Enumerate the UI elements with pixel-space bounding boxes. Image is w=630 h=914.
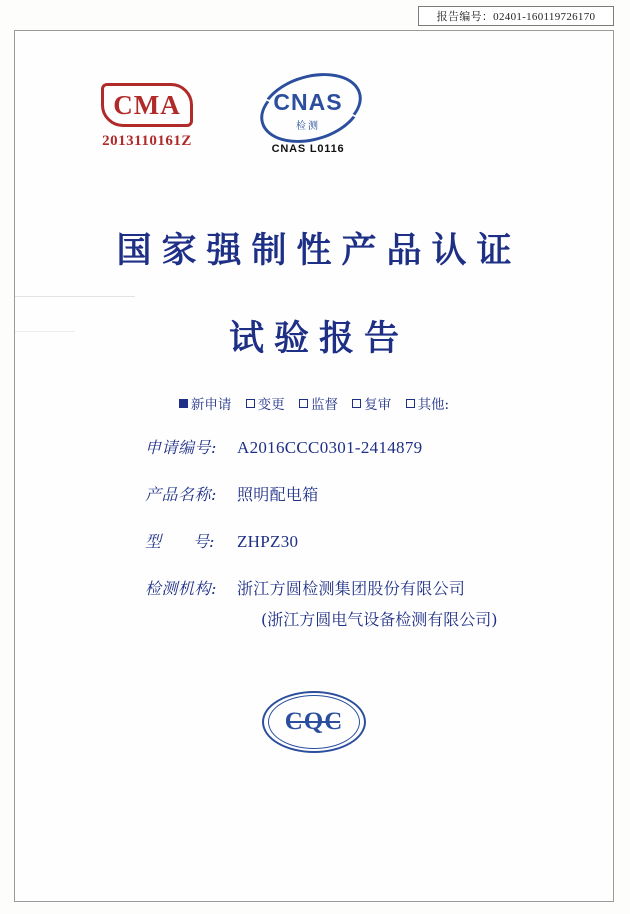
field-label-testing-organization: 检测机构: bbox=[145, 579, 217, 598]
cnas-badge-icon bbox=[253, 73, 363, 139]
field-product-name bbox=[15, 482, 613, 505]
field-label-model: 型 号: bbox=[145, 532, 215, 551]
cnas-subtext: 检测 bbox=[296, 121, 320, 132]
field-list bbox=[15, 435, 613, 654]
cnas-accreditation-code: CNAS L0116 bbox=[271, 143, 345, 155]
scan-artifact-line bbox=[15, 296, 135, 297]
cnas-logo bbox=[233, 73, 383, 155]
document-frame bbox=[14, 30, 614, 902]
application-type-label-review: 复审 bbox=[364, 397, 392, 413]
cma-letters: CMA bbox=[113, 89, 181, 120]
document-title-line1: 国家强制性产品认证 bbox=[116, 230, 522, 271]
logo-row bbox=[15, 73, 613, 193]
cqc-seal-icon bbox=[262, 691, 366, 753]
application-type-row bbox=[15, 393, 613, 413]
checkbox-icon-supervision[interactable] bbox=[299, 399, 308, 408]
checkbox-icon-change[interactable] bbox=[246, 399, 255, 408]
report-number-box bbox=[418, 6, 614, 26]
cnas-letters: CNAS bbox=[273, 89, 343, 115]
cqc-seal-container bbox=[15, 691, 613, 753]
field-testing-organization bbox=[15, 576, 613, 599]
document-title-line2: 试验报告 bbox=[228, 318, 409, 359]
field-model bbox=[15, 529, 613, 552]
field-value-application-number: A2016CCC0301-2414879 bbox=[237, 438, 423, 457]
cma-badge-icon bbox=[101, 83, 193, 127]
application-type-label-supervision: 监督 bbox=[310, 397, 338, 413]
cma-number: 2013110161Z bbox=[102, 133, 192, 149]
field-label-application-number: 申请编号: bbox=[145, 438, 217, 457]
application-type-option-review[interactable] bbox=[352, 393, 391, 413]
field-label-product-name: 产品名称: bbox=[145, 485, 217, 504]
application-type-option-new[interactable] bbox=[179, 393, 232, 413]
cqc-letters: CQC bbox=[284, 708, 344, 735]
checkbox-icon-review[interactable] bbox=[352, 399, 361, 408]
application-type-option-supervision[interactable] bbox=[299, 393, 338, 413]
application-type-label-new: 新申请 bbox=[190, 397, 232, 413]
cma-logo bbox=[87, 83, 207, 150]
field-value-model: ZHPZ30 bbox=[237, 532, 299, 551]
application-type-label-change: 变更 bbox=[257, 397, 285, 413]
application-type-option-change[interactable] bbox=[246, 393, 285, 413]
field-value-product-name: 照明配电箱 bbox=[237, 485, 319, 504]
field-value-testing-organization-second-line: (浙江方圆电气设备检测有限公司) bbox=[261, 610, 498, 629]
field-application-number bbox=[15, 435, 613, 458]
checkbox-icon-new[interactable] bbox=[179, 399, 188, 408]
application-type-option-other[interactable] bbox=[406, 393, 450, 413]
application-type-label-other: 其他: bbox=[417, 397, 450, 413]
checkbox-icon-other[interactable] bbox=[406, 399, 415, 408]
report-number-text: 报告编号：02401-160119726170 bbox=[436, 11, 596, 23]
field-value-testing-organization: 浙江方圆检测集团股份有限公司 bbox=[237, 579, 466, 598]
